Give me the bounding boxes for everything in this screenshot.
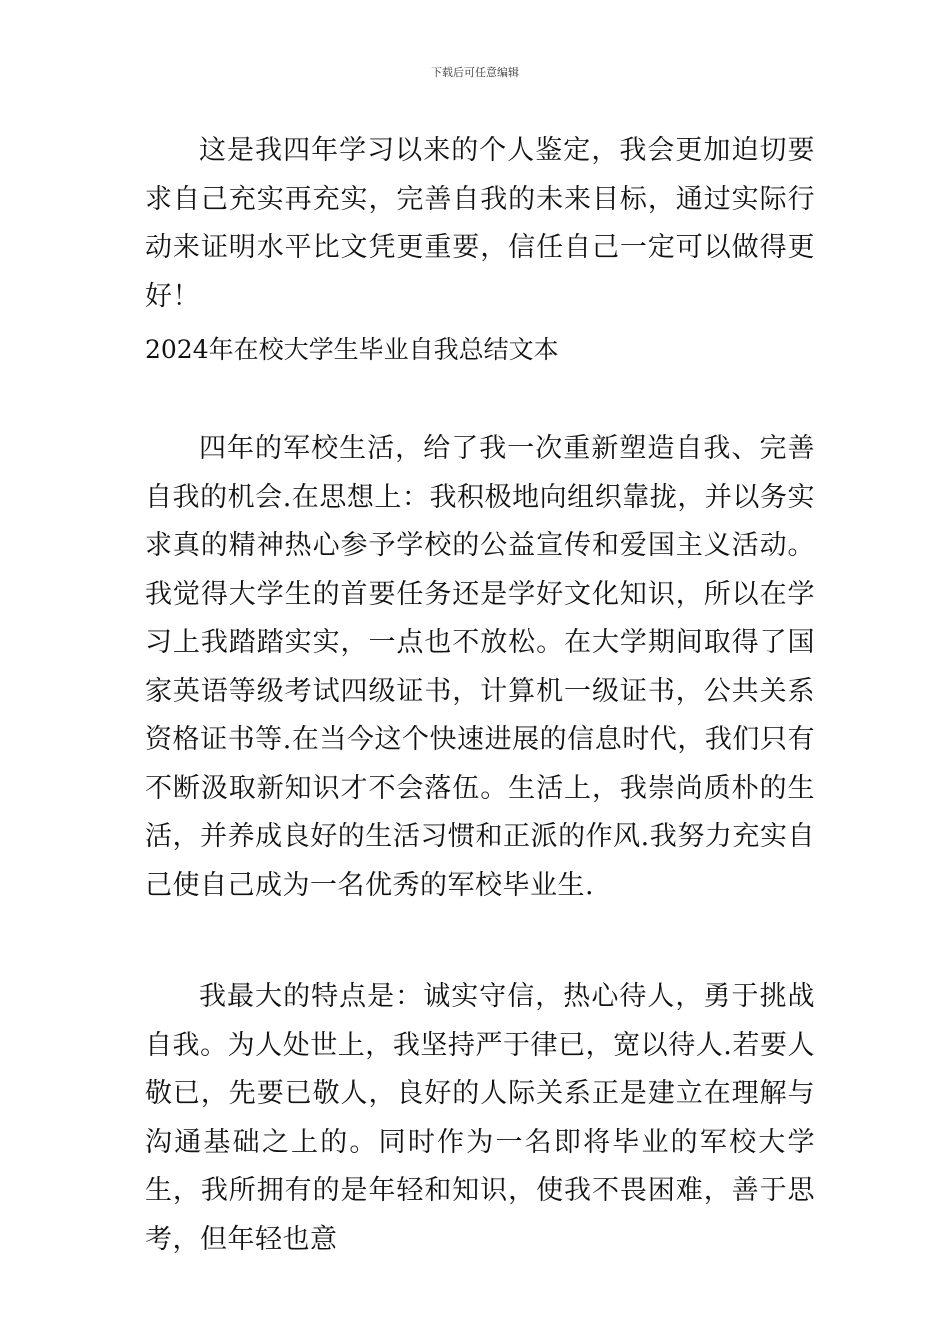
paragraph-personal-traits: 我最大的特点是：诚实守信，热心待人，勇于挑战自我。为人处世上，我坚持严于律已，宽以待人.若要人敬已，先要已敬人，良好的人际关系正是建立在理解与沟通基础之上的。同时作为一名即将毕业的军校大学生，我所拥有的是年轻和知识，使我不畏困难，善于思考，但年轻也意 [145,981,815,1255]
section-heading: 2024年在校大学生毕业自我总结文本 [145,335,559,364]
header-note: 下载后可任意编辑 [431,66,519,79]
paragraph-military-school-life: 四年的军校生活，给了我一次重新塑造自我、完善自我的机会.在思想上：我积极地向组织靠拢，并以务实求真的精神热心参予学校的公益宣传和爱国主义活动。我觉得大学生的首要任务还是学好文化知识，所以在学习上我踏踏实实，一点也不放松。在大学期间取得了国家英语等级考试四级证书，计算机一级证书，公共关系资格证书等.在当今这个快速进展的信息时代，我们只有不断汲取新知识才不会落伍。生活上，我崇尚质朴的生活，并养成良好的生活习惯和正派的作风.我努力充实自己使自己成为一名优秀的军校毕业生. [145,433,815,901]
paragraph-self-appraisal: 这是我四年学习以来的个人鉴定，我会更加迫切要求自己充实再充实，完善自我的未来目标，通过实际行动来证明水平比文凭更重要，信任自己一定可以做得更好！ [145,135,815,312]
